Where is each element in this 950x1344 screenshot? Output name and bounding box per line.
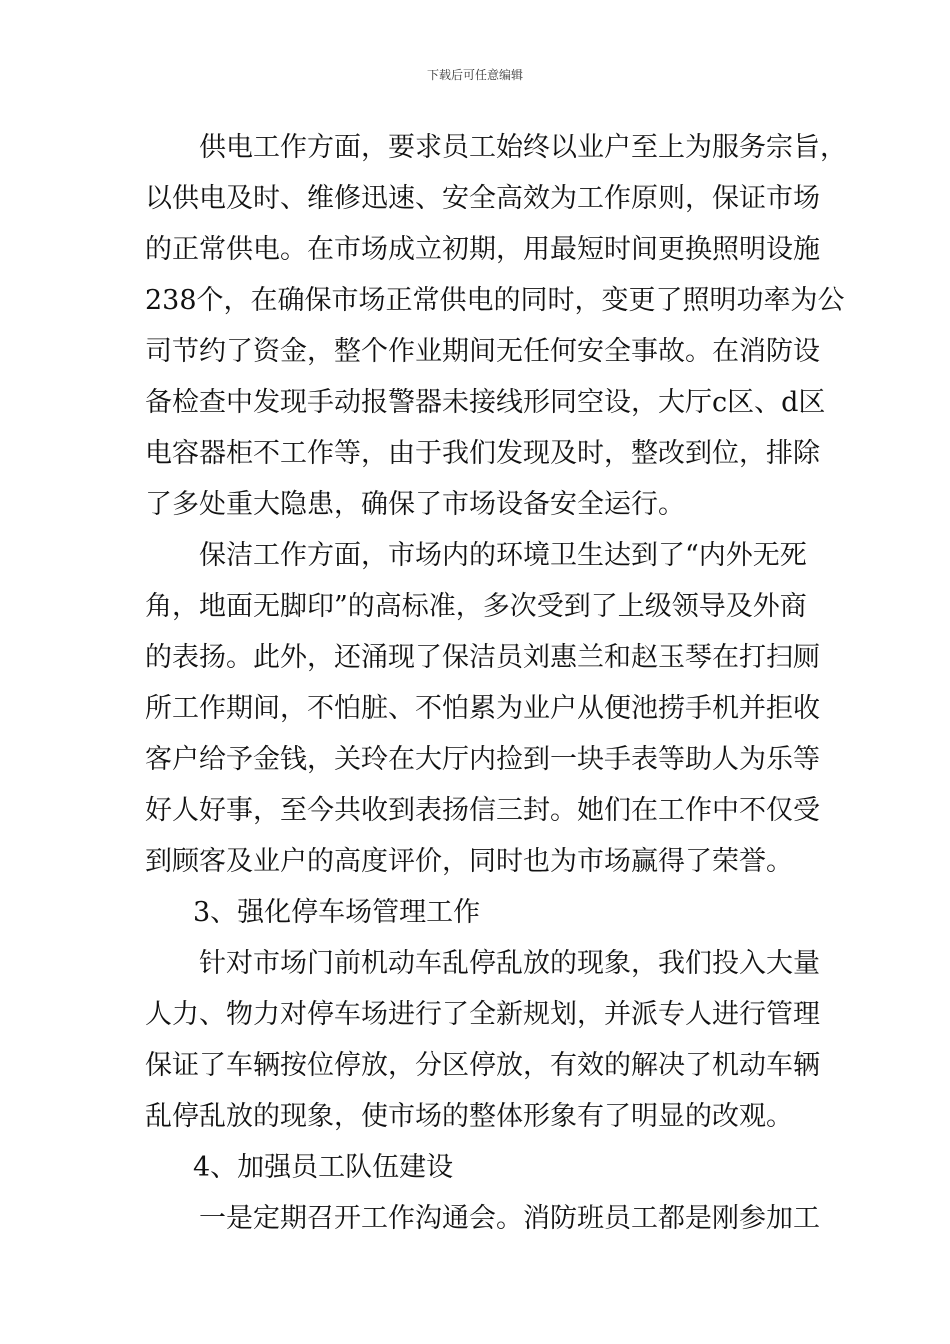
document-body — [145, 122, 847, 1244]
page-header: 下载后可任意编辑 — [426, 68, 523, 82]
paragraph-line: 角，地面无脚印”的高标准，多次受到了上级领导及外商 — [145, 591, 807, 622]
paragraph-line: 客户给予金钱，关玲在大厅内捡到一块手表等助人为乐等 — [145, 744, 820, 775]
paragraph-line: 备检查中发现手动报警器未接线形同空设，大厅c区、d区 — [145, 387, 826, 418]
paragraph-line: 以供电及时、维修迅速、安全高效为工作原则，保证市场 — [145, 183, 820, 214]
paragraph-line: 的正常供电。在市场成立初期，用最短时间更换照明设施 — [145, 234, 820, 265]
paragraph-line: 乱停乱放的现象，使市场的整体形象有了明显的改观。 — [145, 1101, 793, 1132]
paragraph-line: 所工作期间，不怕脏、不怕累为业户从便池捞手机并拒收 — [145, 693, 820, 724]
paragraph-line: 供电工作方面，要求员工始终以业户至上为服务宗旨， — [199, 132, 847, 163]
paragraph-line: 好人好事，至今共收到表扬信三封。她们在工作中不仅受 — [145, 795, 820, 826]
paragraph-line: 一是定期召开工作沟通会。消防班员工都是刚参加工 — [199, 1203, 820, 1234]
paragraph-line: 电容器柜不工作等，由于我们发现及时，整改到位，排除 — [145, 438, 820, 469]
paragraph-line: 司节约了资金，整个作业期间无任何安全事故。在消防设 — [145, 336, 820, 367]
section-heading: 4、加强员工队伍建设 — [193, 1152, 454, 1183]
paragraph-line: 人力、物力对停车场进行了全新规划，并派专人进行管理 — [145, 999, 820, 1030]
paragraph-line: 到顾客及业户的高度评价，同时也为市场赢得了荣誉。 — [145, 846, 793, 877]
paragraph-line: 保洁工作方面，市场内的环境卫生达到了“内外无死 — [199, 540, 807, 571]
paragraph-line: 的表扬。此外，还涌现了保洁员刘惠兰和赵玉琴在打扫厕 — [145, 642, 820, 673]
paragraph-line: 针对市场门前机动车乱停乱放的现象，我们投入大量 — [199, 948, 820, 979]
paragraph-line: 238个，在确保市场正常供电的同时，变更了照明功率为公 — [145, 285, 845, 316]
paragraph-line: 保证了车辆按位停放，分区停放，有效的解决了机动车辆 — [145, 1050, 820, 1081]
paragraph-line: 了多处重大隐患，确保了市场设备安全运行。 — [145, 489, 685, 520]
section-heading: 3、强化停车场管理工作 — [193, 897, 481, 928]
